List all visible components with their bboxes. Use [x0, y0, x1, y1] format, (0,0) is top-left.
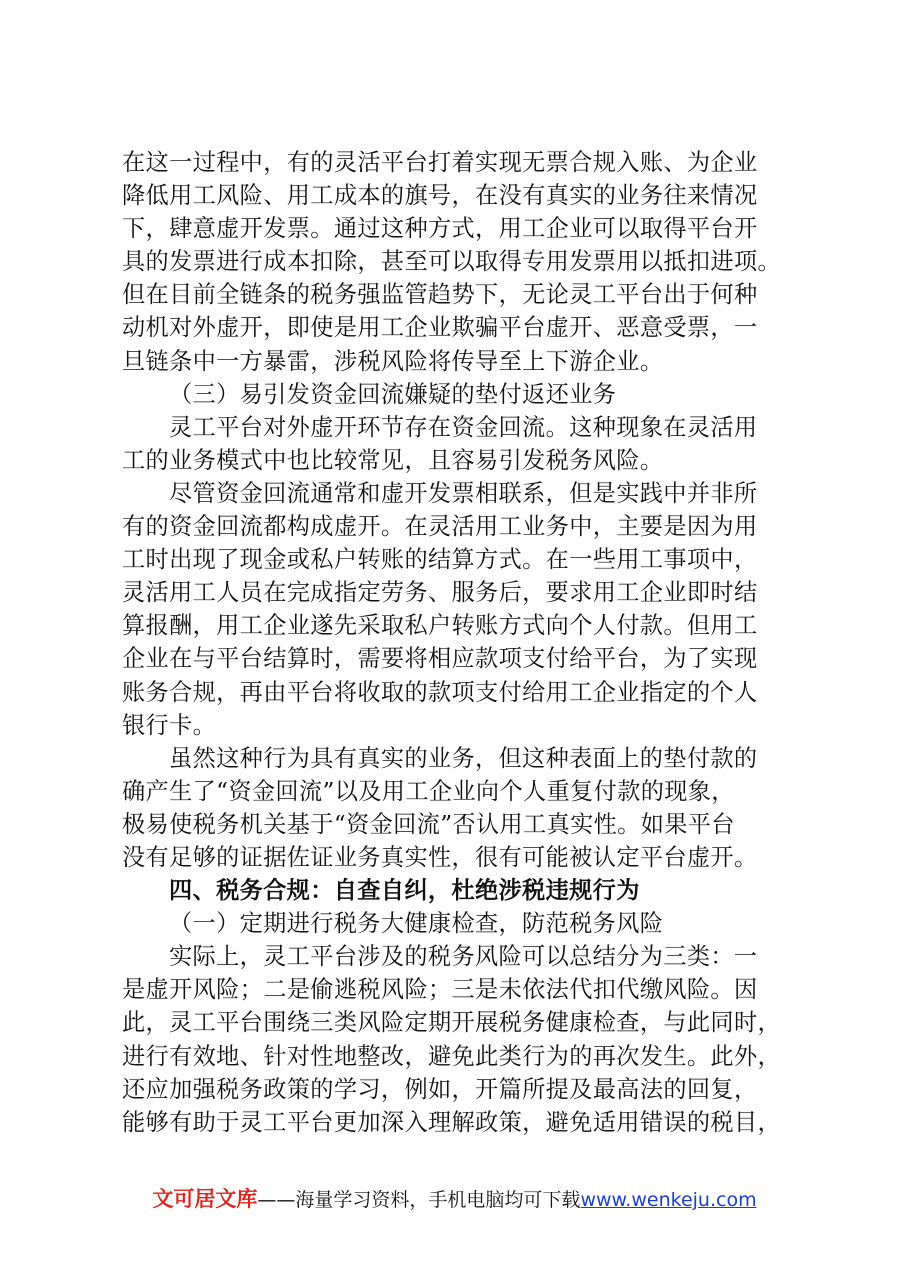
text-line: 企业在与平台结算时，需要将相应款项支付给平台，为了实现: [122, 645, 758, 673]
section-heading: 四、税务合规：自查自纠，杜绝涉税违规行为: [169, 877, 640, 905]
text-line: 具的发票进行成本扣除，甚至可以取得专用发票用以抵扣进项。: [122, 248, 782, 276]
text-line: 没有足够的证据佐证业务真实性，很有可能被认定平台虚开。: [122, 843, 758, 871]
text-line: 此，灵工平台围绕三类风险定期开展税务健康检查，与此同时，: [122, 1009, 782, 1037]
text-line: 进行有效地、针对性地整改，避免此类行为的再次发生。此外，: [122, 1042, 782, 1070]
text-line: 动机对外虚开，即使是用工企业欺骗平台虚开、恶意受票，一: [122, 314, 758, 342]
text-line: 下，肆意虚开发票。通过这种方式，用工企业可以取得平台开: [122, 215, 758, 243]
text-line: 是虚开风险；二是偷逃税风险；三是未依法代扣代缴风险。因: [122, 976, 758, 1004]
text-line: 还应加强税务政策的学习，例如，开篇所提及最高法的回复，: [122, 1075, 758, 1103]
text-line: 在这一过程中，有的灵活平台打着实现无票合规入账、为企业: [122, 149, 758, 176]
subsection-heading: （三）易引发资金回流嫌疑的垫付返还业务: [169, 380, 617, 408]
text-line: 算报酬，用工企业遂先采取私户转账方式向个人付款。但用工: [122, 612, 758, 640]
text-line: 极易使税务机关基于“资金回流”否认用工真实性。如果平台: [122, 810, 735, 838]
text-line: 确产生了“资金回流”以及用工企业向个人重复付款的现象，: [122, 777, 735, 805]
text-line: 实际上，灵工平台涉及的税务风险可以总结分为三类：一: [169, 943, 758, 971]
document-body: [122, 146, 802, 1139]
text-line: 工时出现了现金或私户转账的结算方式。在一些用工事项中，: [122, 546, 758, 574]
footer-banner: [0, 1183, 909, 1213]
text-line: 工的业务模式中也比较常见，且容易引发税务风险。: [122, 446, 664, 474]
text-line: 虽然这种行为具有真实的业务，但这种表面上的垫付款的: [169, 744, 758, 772]
text-line: 尽管资金回流通常和虚开发票相联系，但是实践中并非所: [169, 479, 758, 507]
text-line: 账务合规，再由平台将收取的款项支付给用工企业指定的个人: [122, 678, 758, 706]
footer-tagline: ——海量学习资料，手机电脑均可下载: [257, 1189, 581, 1211]
text-line: 银行卡。: [122, 711, 217, 739]
subsection-heading: （一）定期进行税务大健康检查，防范税务风险: [169, 910, 664, 938]
text-line: 有的资金回流都构成虚开。在灵活用工业务中，主要是因为用: [122, 513, 758, 541]
footer-brand: 文可居文库: [152, 1187, 258, 1211]
text-line: 能够有助于灵工平台更加深入理解政策，避免适用错误的税目，: [122, 1108, 782, 1136]
text-line: 灵工平台对外虚开环节存在资金回流。这种现象在灵活用: [169, 413, 758, 441]
text-line: 旦链条中一方暴雷，涉税风险将传导至上下游企业。: [122, 347, 664, 375]
text-line: 灵活用工人员在完成指定劳务、服务后，要求用工企业即时结: [122, 579, 758, 607]
text-line: 但在目前全链条的税务强监管趋势下，无论灵工平台出于何种: [122, 281, 758, 309]
footer-url-link[interactable]: www.wenkeju.com: [580, 1189, 757, 1211]
text-line: 降低用工风险、用工成本的旗号，在没有真实的业务往来情况: [122, 182, 758, 210]
